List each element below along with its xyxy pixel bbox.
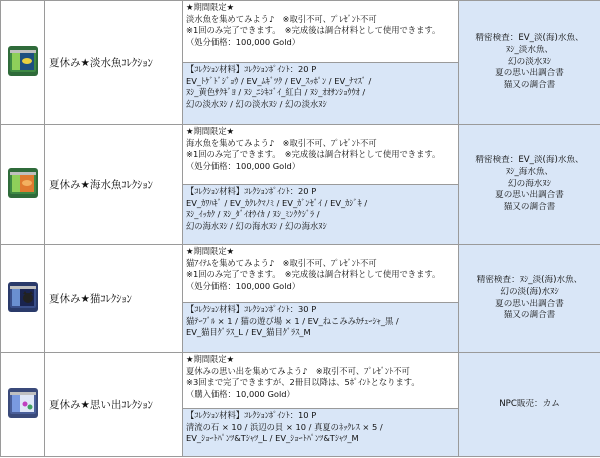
row-2-result-line: 夏の思い出調合書 — [495, 190, 564, 201]
row-4-material-line: 【ｺﾚｸｼｮﾝ材料】ｺﾚｸｼｮﾝﾎﾟｲﾝﾄ：10 P — [186, 410, 317, 420]
row-1-result-line: ﾇｼ_淡水魚、 — [505, 44, 554, 55]
row-2-name: 夏休み★海水魚ｺﾚｸｼｮﾝ — [45, 125, 183, 245]
row-2-material-line: 【ｺﾚｸｼｮﾝ材料】ｺﾚｸｼｮﾝﾎﾟｲﾝﾄ：20 P — [186, 186, 317, 196]
row-2-result-line: 幻の海水ﾇｼ — [508, 178, 551, 189]
saltwater-fish-collection-icon — [8, 168, 38, 198]
row-4-name: 夏休み★思い出ｺﾚｸｼｮﾝ — [45, 353, 183, 457]
freshwater-fish-collection-icon — [8, 46, 38, 76]
row-1-material-line: EV_ﾄｹﾞﾄﾞｼﾞｮｳ / EV_ﾑｷﾞﾂｸ / EV_ｽｯﾎﾟﾝ / EV_ﾅﾏｽﾞ / — [186, 75, 372, 86]
row-3-icon-cell — [1, 245, 45, 353]
row-4-description — [183, 353, 459, 409]
row-2-result-line: 精密検査：EV_淡(海)水魚、 — [475, 155, 584, 165]
row-3-desc-line: ※1回のみ完了できます。 ※完成後は調合材料として使用できます。 — [186, 269, 441, 280]
row-2-desc-line: 海水魚を集めてみよう♪ ※取引不可、ﾌﾟﾚｾﾞﾝﾄ不可 — [186, 137, 377, 148]
row-2-material-line: ﾇｼ_ｲｯｶｸ / ﾇｼ_ﾀﾞｲｵｳｲｶ / ﾇｼ_ﾐﾝｸｸｼﾞﾗ / — [186, 209, 320, 220]
row-1-name: 夏休み★淡水魚ｺﾚｸｼｮﾝ — [45, 1, 183, 125]
row-2-icon-cell — [1, 125, 45, 245]
row-1-result-line: 幻の淡水ﾇｼ — [508, 56, 551, 67]
row-2-desc-line: ★期間限定★ — [186, 126, 235, 136]
row-3-desc-line: 猫ｱｲﾃﾑを集めてみよう♪ ※取引不可、ﾌﾟﾚｾﾞﾝﾄ不可 — [186, 257, 377, 268]
row-4-materials — [183, 409, 459, 457]
row-2-desc-line: （処分価格：100,000 Gold） — [186, 160, 301, 171]
row-1-materials — [183, 63, 459, 125]
row-2-result-line: ﾇｼ_海水魚、 — [505, 166, 554, 177]
row-1-desc-line: 淡水魚を集めてみよう♪ ※取引不可、ﾌﾟﾚｾﾞﾝﾄ不可 — [186, 13, 377, 24]
row-3-material-line: EV_猫目ｸﾞﾗｽ_L / EV_猫目ｸﾞﾗｽ_M — [186, 327, 311, 338]
row-2-material-line: EV_ｶﾜﾊｷﾞ / EV_ｶｸﾚｸﾏﾉﾐ / EV_ｶﾞﾝｾﾞｲ / EV_ｶｼﾞｷ / — [186, 197, 368, 208]
row-3-materials — [183, 303, 459, 353]
row-1-material-line: ﾇｼ_黄色ｻｸｷﾞﾖ / ﾇｼ_ﾆｼｷｺﾞｲ_紅白 / ﾇｼ_ｵｵｻﾝｼｮｳｳｵ / — [186, 87, 366, 98]
row-2-materials — [183, 185, 459, 245]
row-1-material-line: 幻の淡水ﾇｼ / 幻の淡水ﾇｼ / 幻の淡水ﾇｼ — [186, 98, 327, 109]
row-3-name: 夏休み★猫ｺﾚｸｼｮﾝ — [45, 245, 183, 353]
memories-collection-icon — [8, 388, 38, 418]
row-3-results — [459, 245, 600, 353]
row-4-material-line: 清流の石 × 10 / 浜辺の貝 × 10 / 真夏のﾈｯｸﾚｽ × 5 / — [186, 421, 383, 432]
row-3-desc-line: （処分価格：100,000 Gold） — [186, 280, 301, 291]
row-1-results — [459, 1, 600, 125]
row-1-desc-line: ※1回のみ完了できます。 ※完成後は調合材料として使用できます。 — [186, 25, 441, 36]
row-4-desc-line: ★期間限定★ — [186, 354, 235, 364]
row-2-results — [459, 125, 600, 245]
row-4-desc-line: （購入価格：10,000 Gold） — [186, 388, 295, 399]
row-4-results — [459, 353, 600, 457]
row-4-desc-line: 夏休みの思い出を集めてみよう♪ ※取引不可、ﾌﾟﾚｾﾞﾝﾄ不可 — [186, 365, 410, 376]
row-4-material-line: EV_ｼｮｰﾄﾊﾟﾝﾂ&Tｼｬﾂ_L / EV_ｼｮｰﾄﾊﾟﾝﾂ&Tｼｬﾂ_M — [186, 433, 359, 444]
row-1-icon-cell — [1, 1, 45, 125]
row-4-result-line: NPC販売：カム — [499, 398, 560, 409]
row-3-desc-line: ★期間限定★ — [186, 246, 235, 256]
row-1-desc-line: ★期間限定★ — [186, 2, 235, 12]
row-1-result-line: 精密検査：EV_淡(海)水魚、 — [475, 33, 584, 43]
row-1-material-line: 【ｺﾚｸｼｮﾝ材料】ｺﾚｸｼｮﾝﾎﾟｲﾝﾄ：20 P — [186, 64, 317, 74]
row-1-desc-line: （処分価格：100,000 Gold） — [186, 36, 301, 47]
row-4-desc-line: ※3回まで完了できますが、2冊目以降は、5ﾎﾟｲﾝﾄとなります。 — [186, 377, 420, 388]
row-3-result-line: 夏の思い出調合書 — [495, 298, 564, 309]
row-3-material-line: 【ｺﾚｸｼｮﾝ材料】ｺﾚｸｼｮﾝﾎﾟｲﾝﾄ：30 P — [186, 304, 317, 314]
row-4-icon-cell — [1, 353, 45, 457]
row-1-result-line: 夏の思い出調合書 — [495, 68, 564, 79]
row-3-result-line: 猫又の調合書 — [503, 310, 556, 321]
row-2-material-line: 幻の海水ﾇｼ / 幻の海水ﾇｼ / 幻の海水ﾇｼ — [186, 220, 327, 231]
row-3-result-line: 精密検査：ﾇｼ_淡(海)水魚、 — [476, 274, 583, 285]
row-1-description — [183, 1, 459, 63]
row-3-description — [183, 245, 459, 303]
row-2-description — [183, 125, 459, 185]
row-3-result-line: 幻の淡(海)水ﾇｼ — [500, 286, 559, 297]
cat-collection-icon — [8, 282, 38, 312]
row-3-material-line: 猫ﾃｰﾌﾞﾙ × 1 / 猫の遊び場 × 1 / EV_ねこみみｶﾁｭｰｼｬ_黒 / — [186, 315, 399, 326]
row-1-result-line: 猫又の調合書 — [503, 80, 556, 91]
row-2-result-line: 猫又の調合書 — [503, 202, 556, 213]
row-2-desc-line: ※1回のみ完了できます。 ※完成後は調合材料として使用できます。 — [186, 149, 441, 160]
